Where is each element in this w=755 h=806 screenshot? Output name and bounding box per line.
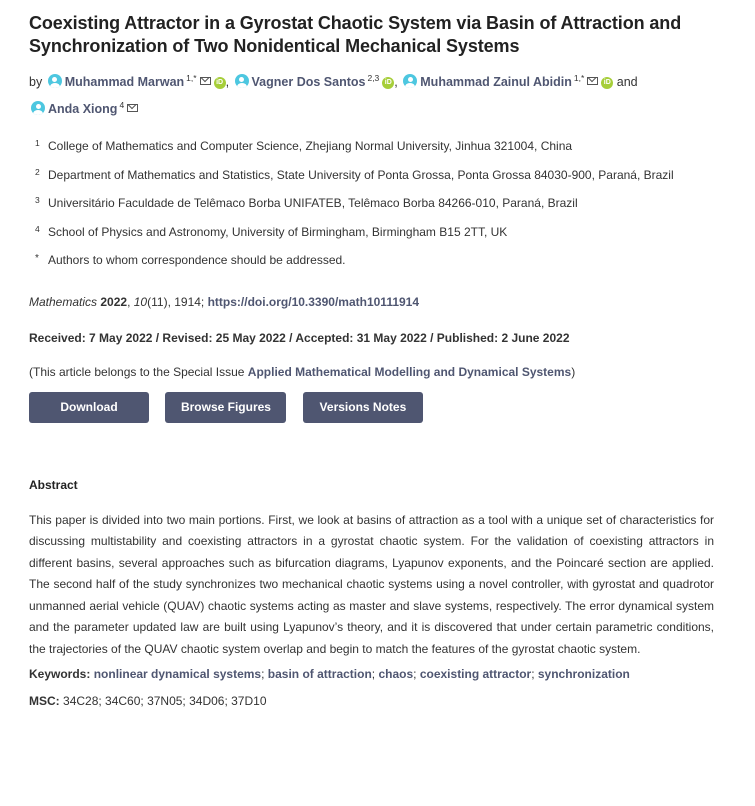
keyword-sep: ; — [261, 667, 268, 681]
mail-icon[interactable] — [127, 104, 138, 112]
author-sup: 2,3 — [367, 73, 380, 83]
publication-dates: Received: 7 May 2022 / Revised: 25 May 2022 / Accepted: 31 May 2022 / Published: 2 June 2022 — [29, 330, 570, 345]
author-muhammad-zainul-abidin[interactable]: Muhammad Zainul Abidin — [420, 75, 572, 89]
affiliation-mark: 4 — [35, 223, 40, 234]
user-avatar-icon — [235, 74, 249, 88]
affiliation-item — [29, 195, 726, 224]
affiliation-item — [29, 167, 726, 196]
author-sup: 4 — [119, 100, 125, 110]
versions-notes-button[interactable]: Versions Notes — [303, 392, 423, 423]
mail-icon[interactable] — [587, 77, 598, 85]
affiliation-item — [29, 224, 726, 253]
keyword-sep: ; — [531, 667, 538, 681]
keyword-link[interactable]: basin of attraction — [267, 667, 372, 681]
keywords-label: Keywords: — [29, 667, 91, 681]
citation-issue: (11) — [147, 294, 168, 309]
journal-name: Mathematics — [29, 294, 98, 309]
keywords-line — [29, 667, 726, 681]
keyword-link[interactable]: nonlinear dynamical systems — [93, 667, 262, 681]
affiliation-mark: * — [35, 253, 39, 264]
author-anda-xiong[interactable]: Anda Xiong — [48, 102, 118, 116]
affiliation-mark: 2 — [35, 166, 40, 177]
download-button[interactable]: Download — [29, 392, 149, 423]
doi-link[interactable]: https://doi.org/10.3390/math10111914 — [207, 294, 420, 309]
author-separator: , — [225, 75, 230, 89]
citation-year: 2022 — [100, 294, 128, 309]
abstract-heading: Abstract — [29, 477, 78, 492]
keyword-link[interactable]: coexisting attractor — [419, 667, 532, 681]
author-separator: , — [394, 75, 398, 89]
affiliation-list — [29, 138, 726, 281]
browse-figures-button[interactable]: Browse Figures — [165, 392, 286, 423]
msc-line — [29, 694, 726, 708]
affiliation-text: Universitário Faculdade de Telêmaco Borba UNIFATEB, Telêmaco Borba 84266-010, Paraná, Brazil — [48, 196, 578, 210]
and-label: and — [616, 75, 638, 89]
abstract-text: This paper is divided into two main portions. First, we look at basins of attraction as a tool with a unique set of characteristics for discussing multistability and coexisting attractors in a gyrostat chaotic system. For the validation of coexisting attractors in different basins, several approaches such as bifurcation diagrams, Lyapunov exponents, and the Poincaré section are applied. The second half of the study synchronizes two mechanical chaotic systems using a novel controller, with gyrostat and quadrotor unmanned aerial vehicle (QUAV) chaotic systems acting as master and slave systems, respectively. The error dynamical system and the parameter updated law are built using Lyapunov’s theory, and it is discovered that under certain parametric conditions, the trajectories of the QUAV chaotic system overlap and begin to match the features of the gyrostat chaotic system. — [29, 512, 714, 656]
action-buttons — [29, 392, 726, 424]
special-issue-line — [29, 365, 726, 379]
author-sup: 1,* — [573, 73, 585, 83]
affiliation-text: College of Mathematics and Computer Science, Zhejiang Normal University, Jinhua 321004, China — [48, 139, 573, 153]
orcid-icon[interactable]: iD — [214, 77, 226, 89]
affiliation-text: School of Physics and Astronomy, University of Birmingham, Birmingham B15 2TT, UK — [48, 224, 508, 239]
keyword-sep: ; — [371, 667, 379, 681]
author-sup: 1,* — [186, 73, 197, 83]
citation-volume: 10 — [133, 294, 148, 309]
keyword-sep: ; — [413, 667, 420, 681]
affiliation-item — [29, 252, 726, 281]
special-issue-link[interactable]: Applied Mathematical Modelling and Dynamical Systems — [247, 364, 572, 379]
author-list — [29, 67, 726, 121]
keyword-link[interactable]: chaos — [378, 667, 414, 681]
affiliation-text: Authors to whom correspondence should be addressed. — [48, 253, 346, 267]
msc-label: MSC: — [29, 694, 60, 708]
citation-line: Mathematics 2022, 10(11), 1914; https://doi.org/10.3390/math10111914 — [29, 294, 420, 309]
orcid-icon[interactable]: iD — [601, 77, 613, 89]
affiliation-item — [29, 138, 726, 167]
author-vagner-dos-santos[interactable]: Vagner Dos Santos — [251, 75, 366, 89]
orcid-icon[interactable]: iD — [382, 77, 394, 89]
special-issue-prefix: (This article belongs to the Special Issue — [29, 364, 248, 379]
author-muhammad-marwan[interactable]: Muhammad Marwan — [64, 75, 185, 89]
by-label: by — [29, 75, 43, 89]
special-issue-suffix: ) — [571, 364, 576, 379]
article-title: Coexisting Attractor in a Gyrostat Chaotic System via Basin of Attraction and Synchronization of Two Nonidentical Mechanical Systems — [29, 13, 682, 56]
affiliation-mark: 1 — [35, 138, 40, 148]
affiliation-mark: 3 — [35, 195, 40, 205]
msc-value: 34C28; 34C60; 37N05; 34D06; 37D10 — [63, 694, 267, 708]
mail-icon[interactable] — [200, 77, 211, 85]
user-avatar-icon — [31, 101, 45, 115]
affiliation-text: Department of Mathematics and Statistics, State University of Ponta Grossa, Ponta Grossa 84030-900, Paraná, Brazil — [48, 167, 674, 182]
user-avatar-icon — [403, 74, 417, 88]
keyword-link[interactable]: synchronization — [537, 667, 630, 681]
user-avatar-icon — [48, 74, 62, 88]
citation-article: , 1914; — [167, 294, 208, 309]
